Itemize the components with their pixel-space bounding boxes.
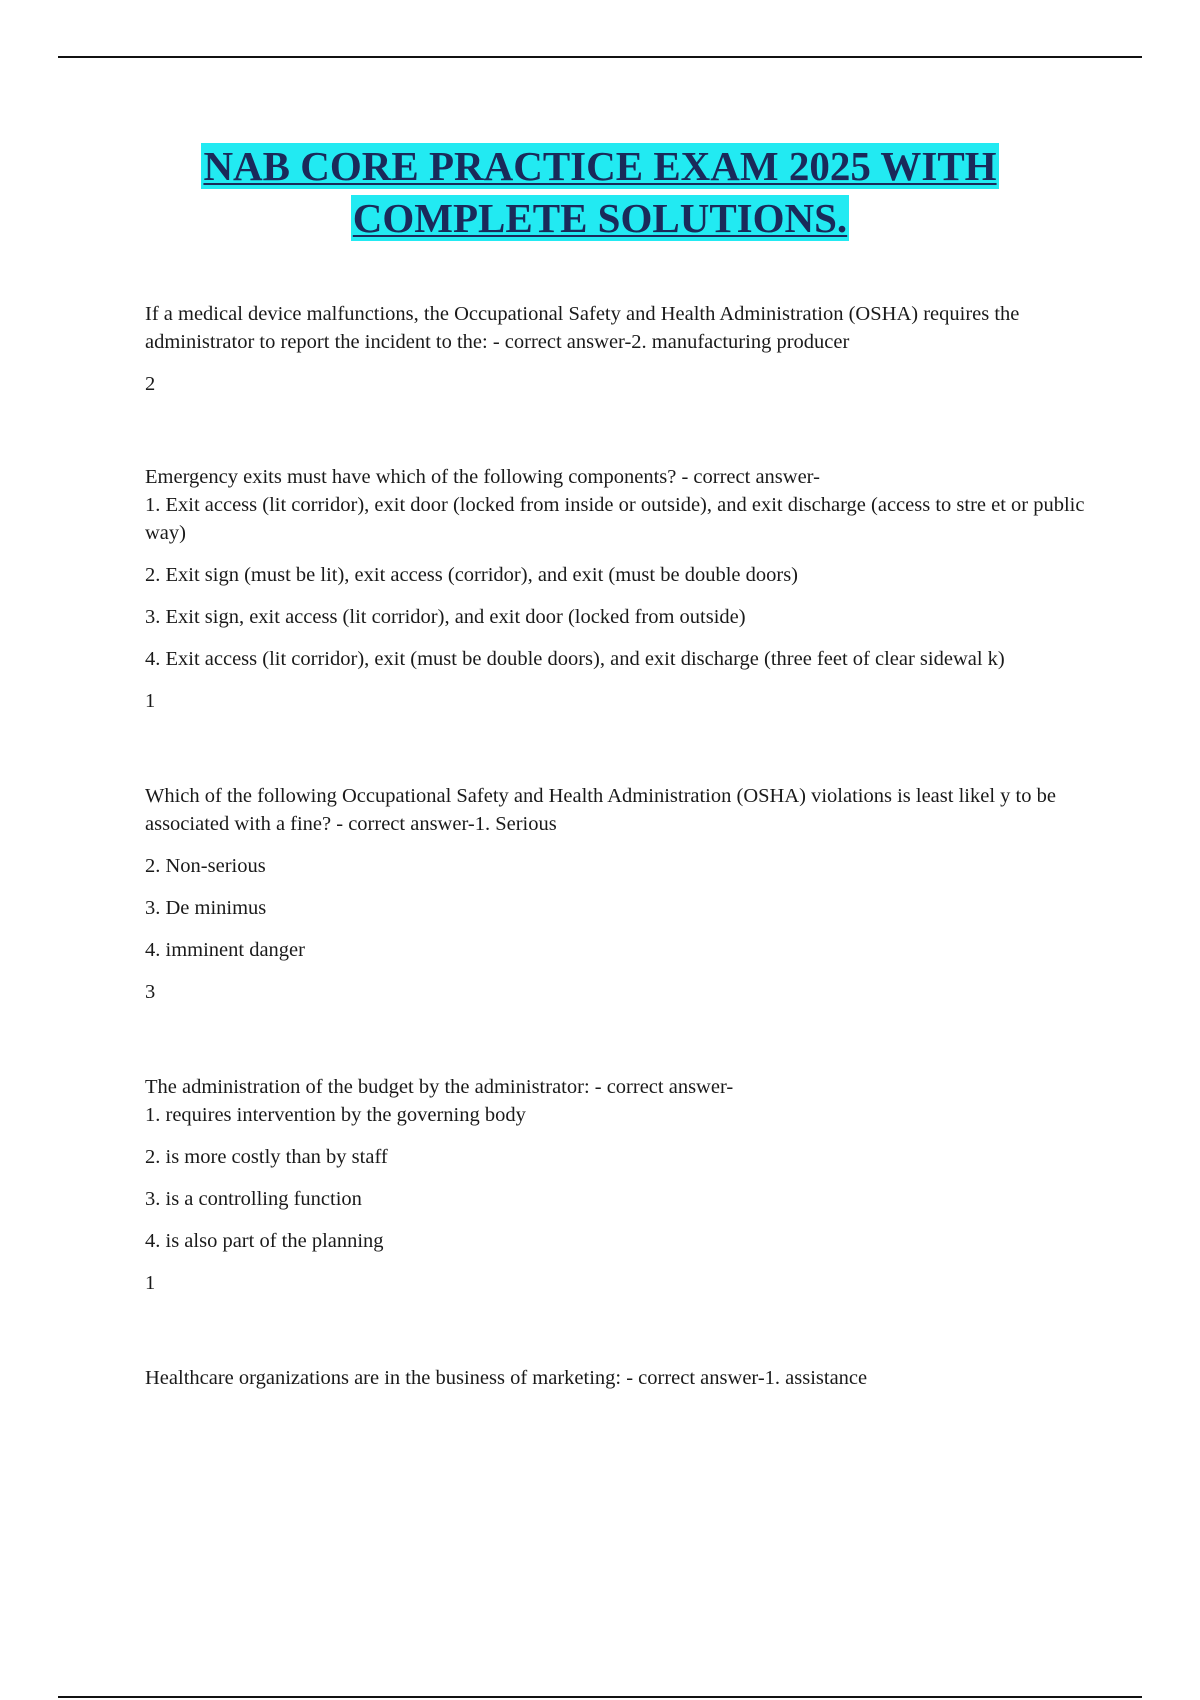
question-block: [145, 300, 1095, 398]
answer-number: 1: [145, 690, 156, 712]
option-item: 2. Non-serious: [145, 855, 266, 877]
option-item: 3. De minimus: [145, 897, 267, 919]
question-block: [145, 1364, 1095, 1392]
answer-number: 3: [145, 981, 156, 1003]
option-item: 3. is a controlling function: [145, 1188, 362, 1210]
question-text: Healthcare organizations are in the business of marketing: - correct answer-1. assistance: [145, 1367, 868, 1389]
question-block: [145, 1073, 1095, 1297]
question-text: The administration of the budget by the administrator: - correct answer- 1. requires intervention by the governing body: [145, 1073, 1095, 1129]
answer-number: 1: [145, 1272, 156, 1294]
option-item: 1. Exit access (lit corridor), exit door (locked from inside or outside), and exit discharge (access to stre et or public way): [145, 494, 1085, 544]
question-block: [145, 782, 1095, 1006]
question-text: Emergency exits must have which of the following components? - correct answer- 1. Exit access (lit corridor), exit door (locked from inside or outside), and exit discharge (access to stre et or public way): [145, 463, 1095, 547]
document-title: [100, 140, 1100, 244]
option-item: 4. imminent danger: [145, 939, 305, 961]
option-item: 4. Exit access (lit corridor), exit (must be double doors), and exit discharge (three feet of clear sidewal k): [145, 648, 1005, 670]
question-list: [145, 300, 1095, 1459]
answer-number: 2: [145, 373, 156, 395]
option-item: 4. is also part of the planning: [145, 1230, 384, 1252]
question-text: Which of the following Occupational Safety and Health Administration (OSHA) violations is least likel y to be associated with a fine? - correct answer-1. Serious: [145, 785, 1056, 835]
question-block: [145, 463, 1095, 715]
title-line-2: COMPLETE SOLUTIONS.: [352, 195, 848, 241]
top-rule: [58, 56, 1142, 58]
option-item: 2. Exit sign (must be lit), exit access (corridor), and exit (must be double doors): [145, 564, 798, 586]
option-item: 2. is more costly than by staff: [145, 1146, 388, 1168]
title-line-1: NAB CORE PRACTICE EXAM 2025 WITH: [203, 143, 997, 189]
option-item: 3. Exit sign, exit access (lit corridor), and exit door (locked from outside): [145, 606, 746, 628]
question-text: If a medical device malfunctions, the Occupational Safety and Health Administration (OSHA) requires the administrator to report the incident to the: - correct answer-2. manufacturing producer: [145, 303, 1020, 353]
option-item: 1. requires intervention by the governing body: [145, 1104, 526, 1126]
bottom-rule: [58, 1696, 1142, 1698]
